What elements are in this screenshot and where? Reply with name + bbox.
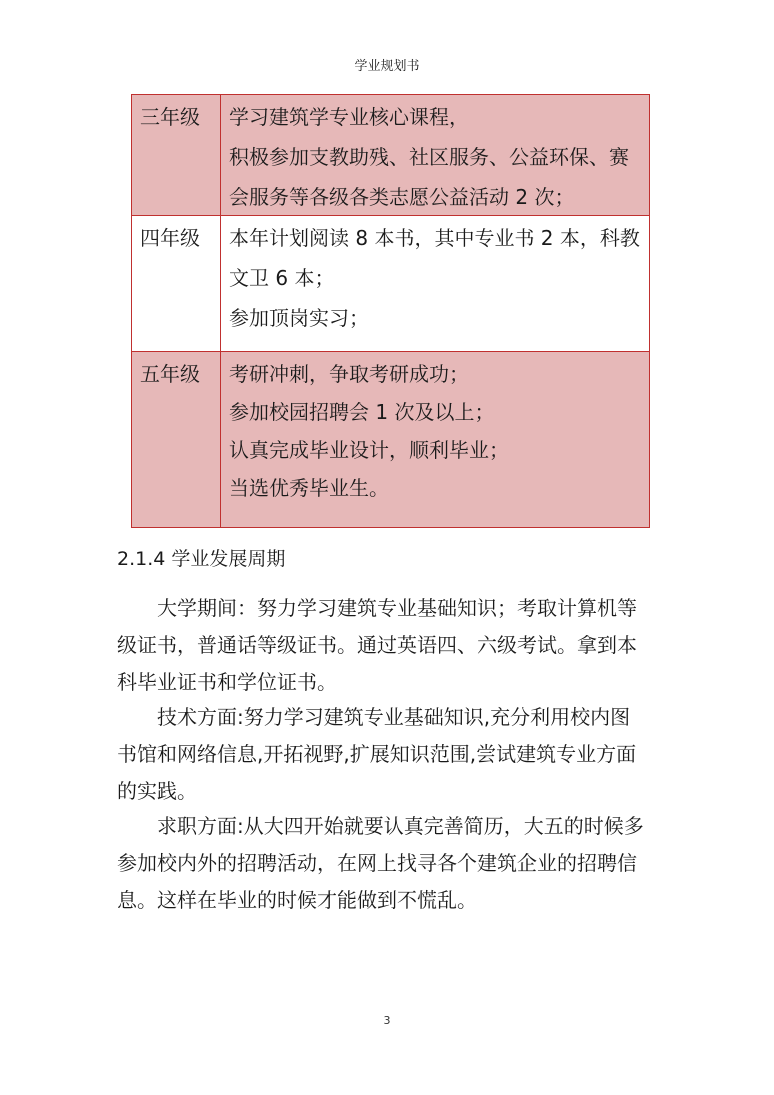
plan-line: 本年计划阅读 8 本书，其中专业书 2 本，科教 — [229, 226, 640, 250]
grade-label: 四年级 — [140, 226, 200, 250]
body-paragraph — [117, 590, 662, 701]
plan-line: 认真完成毕业设计，顺利毕业； — [229, 438, 509, 462]
body-paragraph — [117, 699, 662, 810]
table-row — [132, 352, 650, 528]
plan-cell — [221, 352, 650, 528]
plan-line: 考研冲刺，争取考研成功； — [229, 362, 469, 386]
plan-line: 参加校园招聘会 1 次及以上； — [229, 400, 495, 424]
paragraph-line: 书馆和网络信息,开拓视野,扩展知识范围,尝试建筑专业方面 — [117, 742, 637, 766]
grade-cell — [132, 352, 221, 528]
paragraph-line: 科毕业证书和学位证书。 — [117, 670, 337, 694]
paragraph-line: 技术方面:努力学习建筑专业基础知识,充分利用校内图 — [157, 705, 631, 729]
paragraph-line: 求职方面:从大四开始就要认真完善简历，大五的时候多 — [157, 814, 644, 838]
page-header: 学业规划书 — [354, 59, 420, 74]
plan-line: 会服务等各级各类志愿公益活动 2 次； — [229, 185, 575, 209]
table-row — [132, 95, 650, 216]
grade-cell — [132, 95, 221, 216]
plan-line: 学习建筑学专业核心课程， — [229, 105, 469, 129]
page-number: 3 — [383, 1014, 391, 1027]
grade-label: 三年级 — [140, 105, 200, 129]
grade-cell — [132, 216, 221, 352]
plan-cell — [221, 95, 650, 216]
section-heading: 2.1.4 学业发展周期 — [117, 548, 286, 570]
paragraph-line: 大学期间：努力学习建筑专业基础知识；考取计算机等 — [157, 596, 637, 620]
paragraph-line: 参加校内外的招聘活动，在网上找寻各个建筑企业的招聘信 — [117, 851, 637, 875]
plan-line: 当选优秀毕业生。 — [229, 476, 389, 500]
grade-label: 五年级 — [140, 362, 200, 386]
table-row — [132, 216, 650, 352]
yearly-plan-table — [131, 94, 650, 528]
plan-line: 积极参加支教助残、社区服务、公益环保、赛 — [229, 145, 629, 169]
plan-line: 参加顶岗实习； — [229, 306, 369, 330]
paragraph-line: 息。这样在毕业的时候才能做到不慌乱。 — [117, 888, 477, 912]
plan-cell — [221, 216, 650, 352]
paragraph-line: 级证书，普通话等级证书。通过英语四、六级考试。拿到本 — [117, 633, 637, 657]
plan-line: 文卫 6 本； — [229, 266, 335, 290]
paragraph-line: 的实践。 — [117, 779, 197, 803]
body-paragraph — [117, 808, 662, 919]
